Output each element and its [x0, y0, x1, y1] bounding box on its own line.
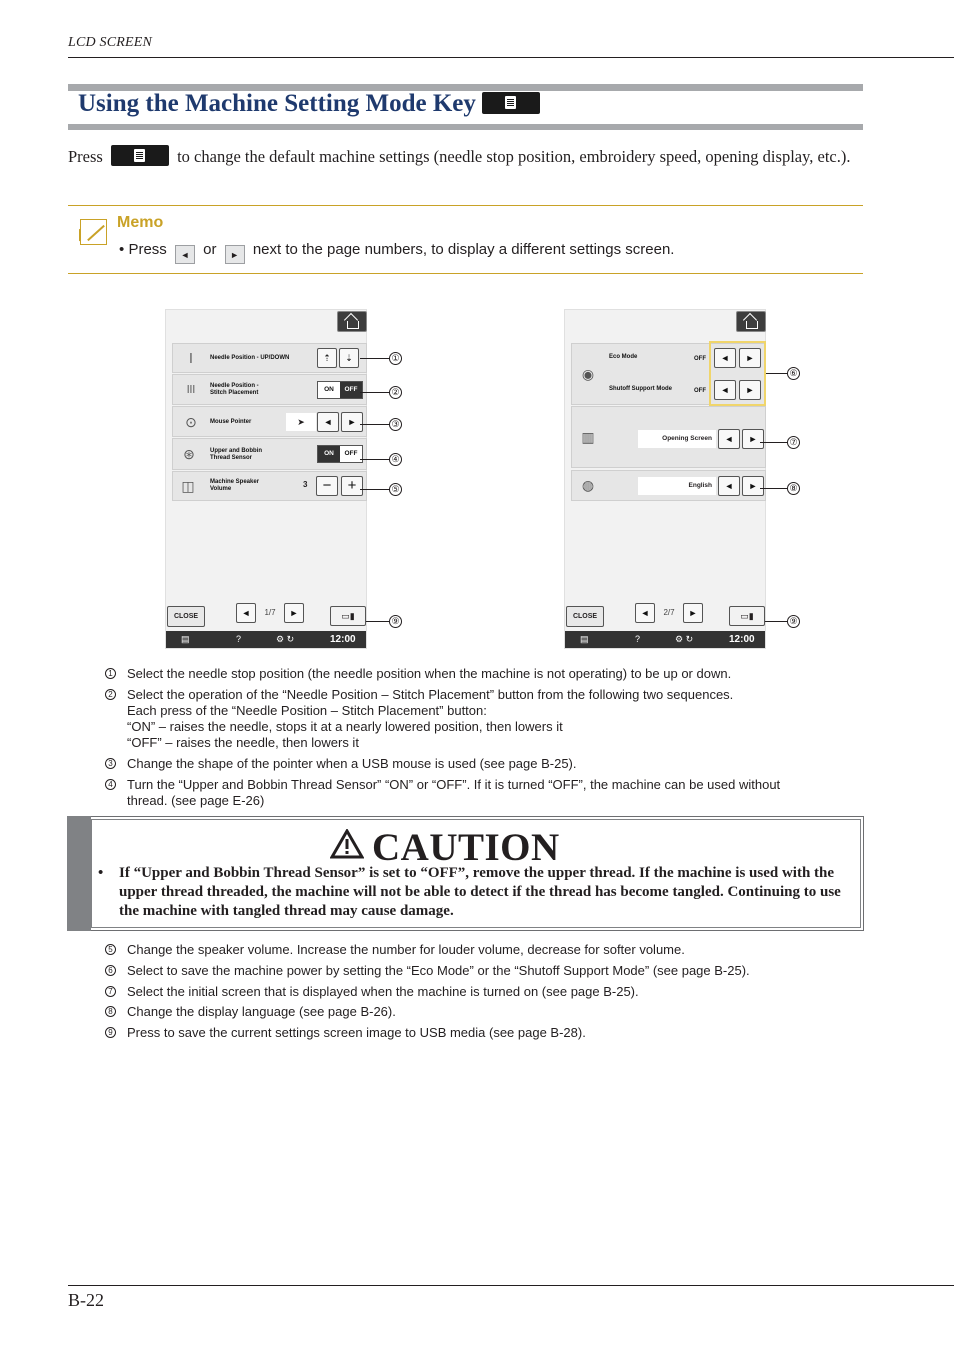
row-label: Mouse Pointer — [210, 419, 252, 425]
memo-bullet: • — [119, 241, 125, 258]
eco-prev-button[interactable]: ◄ — [714, 348, 736, 368]
desc-text: Select the needle stop position (the needle position when the machine is not operating) to be up or down. — [127, 666, 732, 681]
row-speaker-volume — [172, 471, 367, 501]
desc-number: 1 — [105, 668, 116, 679]
stitch-placement-toggle[interactable] — [317, 381, 363, 399]
callout-line — [360, 424, 390, 425]
row-stitch-placement — [172, 374, 367, 405]
description-3 — [105, 756, 865, 772]
desc-text: “OFF” – raises the needle, then lowers it — [127, 735, 359, 750]
page-indicator: 2/7 — [663, 608, 675, 617]
callout-7: ⑦ — [787, 436, 800, 449]
memo-pencil-icon — [80, 219, 107, 245]
callout-2: ② — [389, 386, 402, 399]
desc-text: Each press of the “Needle Position – Stitch Placement” button: — [127, 703, 487, 718]
memo-rule-top — [68, 205, 863, 206]
eco-icon: ◉ — [581, 366, 595, 382]
desc-text: Select the operation of the “Needle Position – Stitch Placement” button from the following two sequences. — [127, 687, 734, 702]
callout-line — [760, 442, 788, 443]
desc-number: 4 — [105, 779, 116, 790]
callout-line — [766, 373, 788, 374]
desc-text: Press to save the current settings screen image to USB media (see page B-28). — [127, 1025, 586, 1040]
caution-text — [98, 864, 858, 921]
desc-text: Change the shape of the pointer when a USB mouse is used (see page B-25). — [127, 756, 577, 771]
callout-line — [360, 358, 390, 359]
settings-screen-page-2 — [564, 309, 766, 649]
memo-text — [119, 241, 674, 264]
callout-8: ⑧ — [787, 482, 800, 495]
callout-line — [360, 459, 390, 460]
memo-press: Press — [128, 241, 167, 258]
callout-line — [760, 488, 788, 489]
needles-icon: ǀǀǀ — [186, 384, 196, 396]
shutoff-label: Shutoff Support Mode — [609, 386, 672, 392]
needle-icon: ǀ — [189, 350, 193, 366]
settings-key-icon[interactable]: ▤ — [181, 634, 190, 644]
right-arrow-key-icon: ► — [225, 245, 245, 264]
row-label: Machine Speaker Volume — [210, 479, 260, 492]
save-screen-button[interactable]: ▭▮ — [729, 606, 765, 626]
save-screen-button[interactable]: ▭▮ — [330, 606, 366, 626]
callout-line — [360, 392, 390, 393]
needle-up-button[interactable]: ⇡ — [317, 348, 337, 368]
settings-key-icon[interactable]: ▤ — [580, 634, 589, 644]
opening-next-button[interactable]: ► — [742, 429, 764, 449]
title-bar-bottom — [68, 124, 863, 130]
callout-5: ⑤ — [389, 483, 402, 496]
language-next-button[interactable]: ► — [742, 476, 764, 496]
thread-sensor-icon: ⊛ — [183, 446, 195, 462]
callout-line — [765, 621, 788, 622]
description-5 — [105, 942, 865, 958]
globe-icon: ◍ — [581, 477, 595, 493]
row-thread-sensor — [172, 438, 367, 470]
status-bar — [166, 631, 366, 648]
home-button[interactable] — [736, 311, 766, 332]
prev-page-button[interactable]: ◄ — [236, 603, 256, 623]
memo-rest: next to the page numbers, to display a different settings screen. — [252, 241, 675, 258]
help-icon[interactable]: ? — [236, 634, 242, 644]
intro-paragraph — [68, 145, 858, 167]
home-button[interactable] — [337, 311, 367, 332]
row-label: Upper and Bobbin Thread Sensor — [210, 448, 262, 461]
row-label: Needle Position - UP/DOWN — [210, 355, 290, 361]
page-indicator: 1/7 — [264, 608, 276, 617]
settings-key-icon — [111, 145, 169, 166]
section-title — [78, 90, 540, 118]
close-button[interactable]: CLOSE — [167, 606, 205, 627]
description-2 — [105, 687, 865, 751]
callout-3: ③ — [389, 418, 402, 431]
prev-pointer-button[interactable]: ◄ — [317, 412, 339, 432]
next-page-button[interactable]: ► — [284, 603, 304, 623]
section-title-text: Using the Machine Setting Mode Key — [78, 90, 476, 117]
callout-6: ⑥ — [787, 367, 800, 380]
header-rule — [68, 57, 954, 58]
desc-text: Turn the “Upper and Bobbin Thread Sensor” “ON” or “OFF”. If it is turned “OFF”, the machine can be used without — [127, 777, 781, 792]
desc-text: thread. (see page E-26) — [127, 793, 265, 808]
description-4 — [105, 777, 865, 809]
toggle-on[interactable]: ON — [318, 446, 340, 462]
warning-triangle-icon — [330, 829, 366, 859]
status-bar — [565, 631, 765, 648]
caution-bullet: • — [98, 865, 104, 881]
row-mouse-pointer — [172, 406, 367, 437]
desc-number: 7 — [105, 986, 116, 997]
description-9 — [105, 1025, 865, 1041]
opening-prev-button[interactable]: ◄ — [718, 429, 740, 449]
running-head: LCD SCREEN — [68, 35, 153, 50]
description-1 — [105, 666, 865, 682]
footer-rule — [68, 1285, 954, 1286]
next-pointer-button[interactable]: ► — [341, 412, 363, 432]
intro-text-after: to change the default machine settings (needle stop position, embroidery speed, opening display, etc.). — [177, 147, 851, 166]
intro-text-before: Press — [68, 147, 103, 166]
callout-line — [366, 621, 390, 622]
callout-1: ① — [389, 352, 402, 365]
desc-number: 3 — [105, 758, 116, 769]
volume-value: 3 — [303, 480, 308, 489]
mouse-icon: ⊙ — [185, 414, 197, 430]
volume-plus-button[interactable]: + — [341, 476, 363, 496]
eco-mode-value: OFF — [694, 356, 706, 362]
desc-number: 8 — [105, 1006, 116, 1017]
page-number: B-22 — [68, 1290, 104, 1310]
memo-label: Memo — [117, 214, 164, 231]
settings-key-icon — [482, 92, 540, 114]
desc-text: Select the initial screen that is displayed when the machine is turned on (see page B-25). — [127, 984, 639, 999]
shutoff-next-button[interactable]: ► — [739, 380, 761, 400]
help-icon[interactable]: ? — [635, 634, 641, 644]
desc-text: Change the display language (see page B-26). — [127, 1004, 396, 1019]
memo-or: or — [203, 241, 217, 258]
desc-text: “ON” – raises the needle, stops it at a nearly lowered position, then lowers it — [127, 719, 563, 734]
tools-icon[interactable]: ⚙ ↻ — [276, 634, 295, 644]
language-value: English — [638, 477, 716, 495]
memo-rule-bottom — [68, 273, 863, 274]
eco-next-button[interactable]: ► — [739, 348, 761, 368]
desc-text: Select to save the machine power by setting the “Eco Mode” or the “Shutoff Support Mode” (see page B-25). — [127, 963, 750, 978]
callout-4: ④ — [389, 453, 402, 466]
clock: 12:00 — [330, 634, 356, 645]
speaker-icon: ◫ — [181, 478, 195, 494]
toggle-on[interactable]: ON — [318, 382, 340, 398]
prev-page-button[interactable]: ◄ — [635, 603, 655, 623]
pointer-icon: ➤ — [286, 413, 316, 431]
row-opening-screen — [571, 406, 766, 468]
close-button[interactable]: CLOSE — [566, 606, 604, 627]
left-arrow-key-icon: ◄ — [175, 245, 195, 264]
callout-9: ⑨ — [389, 615, 402, 628]
opening-screen-value: Opening Screen — [638, 430, 716, 448]
caution-body: If “Upper and Bobbin Thread Sensor” is set to “OFF”, remove the upper thread. If the machine is used with the upper thread threaded, the machine will not be able to detect if the thread has become tangled. Continuing to use the machine with tangled thread may cause damage. — [119, 865, 841, 919]
next-page-button[interactable]: ► — [683, 603, 703, 623]
row-label: Needle Position - Stitch Placement — [210, 383, 259, 396]
language-prev-button[interactable]: ◄ — [718, 476, 740, 496]
description-7 — [105, 984, 865, 1000]
volume-minus-button[interactable]: − — [316, 476, 338, 496]
settings-screen-page-1 — [165, 309, 367, 649]
shutoff-value: OFF — [694, 388, 706, 394]
desc-number: 9 — [105, 1027, 116, 1038]
row-needle-up-down — [172, 343, 367, 373]
needle-down-button[interactable]: ⇣ — [339, 348, 359, 368]
row-language — [571, 470, 766, 501]
opening-screen-icon: ▥ — [581, 429, 595, 445]
eco-mode-label: Eco Mode — [609, 354, 638, 360]
thread-sensor-toggle[interactable] — [317, 445, 363, 463]
description-8 — [105, 1004, 865, 1020]
desc-number: 6 — [105, 965, 116, 976]
callout-line — [360, 489, 390, 490]
shutoff-prev-button[interactable]: ◄ — [714, 380, 736, 400]
toggle-off[interactable]: OFF — [340, 446, 362, 462]
desc-number: 5 — [105, 944, 116, 955]
toggle-off[interactable]: OFF — [340, 382, 362, 398]
callout-9: ⑨ — [787, 615, 800, 628]
clock: 12:00 — [729, 634, 755, 645]
desc-number: 2 — [105, 689, 116, 700]
desc-text: Change the speaker volume. Increase the number for louder volume, decrease for softer volume. — [127, 942, 685, 957]
caution-title-text: CAUTION — [372, 826, 560, 869]
tools-icon[interactable]: ⚙ ↻ — [675, 634, 694, 644]
description-6 — [105, 963, 865, 979]
caution-side-bar — [67, 816, 91, 931]
highlight-box — [709, 341, 766, 406]
